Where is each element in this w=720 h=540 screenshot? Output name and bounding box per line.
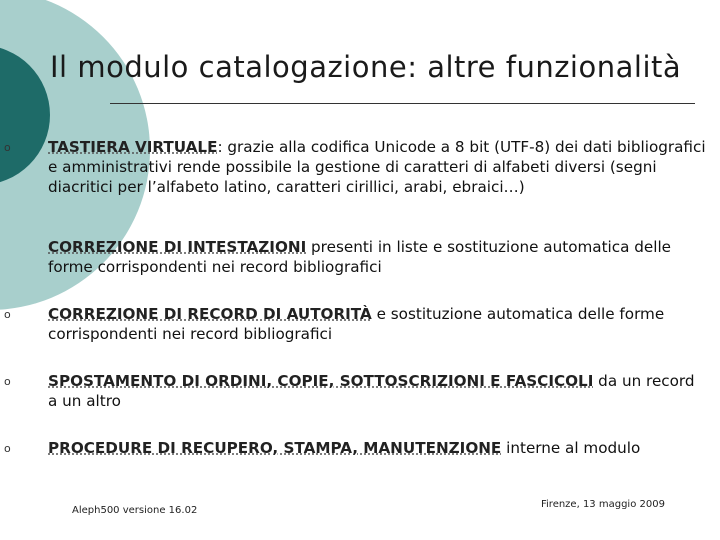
bullet-text: presenti in liste e sostituzione automatica delle forme corrispondenti nei record bibliografici (48, 238, 672, 276)
footer-date: Firenze, 13 maggio 2009 (541, 499, 665, 510)
bullet-keyword: CORREZIONE DI RECORD DI AUTORITÀ (48, 305, 372, 323)
bullet-marker: o (4, 442, 11, 455)
bullet-text: interne al modulo (501, 439, 641, 457)
slide-title: Il modulo catalogazione: altre funzionalità (50, 50, 682, 84)
bullet-marker: o (4, 141, 11, 154)
footer-version: Aleph500 versione 16.02 (72, 505, 198, 516)
bullet-item-virtual-keyboard (4, 137, 708, 197)
bullet-keyword: PROCEDURE DI RECUPERO, STAMPA, MANUTENZIONE (48, 439, 502, 457)
bullet-item-moving-orders (4, 371, 708, 411)
bullet-text: da un record a un altro (48, 372, 695, 410)
bullet-marker: o (4, 375, 11, 388)
bullet-keyword: SPOSTAMENTO DI ORDINI, COPIE, SOTTOSCRIZIONI E FASCICOLI (48, 372, 594, 390)
bullet-text: : grazie alla codifica Unicode a 8 bit (UTF-8) dei dati bibliografici e amministrativi rende possibile la gestione di caratteri di alfabeti diversi (segni diacritici per l’alfabeto latino, caratteri cirillici, arabi, ebraici…) (48, 138, 706, 196)
bullet-keyword: CORREZIONE DI INTESTAZIONI (48, 238, 307, 256)
bullet-keyword: TASTIERA VIRTUALE (48, 138, 218, 156)
bullet-marker: o (4, 308, 11, 321)
bullet-item-heading-correction (48, 237, 708, 277)
bullet-item-authority-correction (4, 304, 708, 344)
bullet-text: e sostituzione automatica delle forme corrispondenti nei record bibliografici (48, 305, 665, 343)
bullet-item-procedures (4, 438, 708, 458)
